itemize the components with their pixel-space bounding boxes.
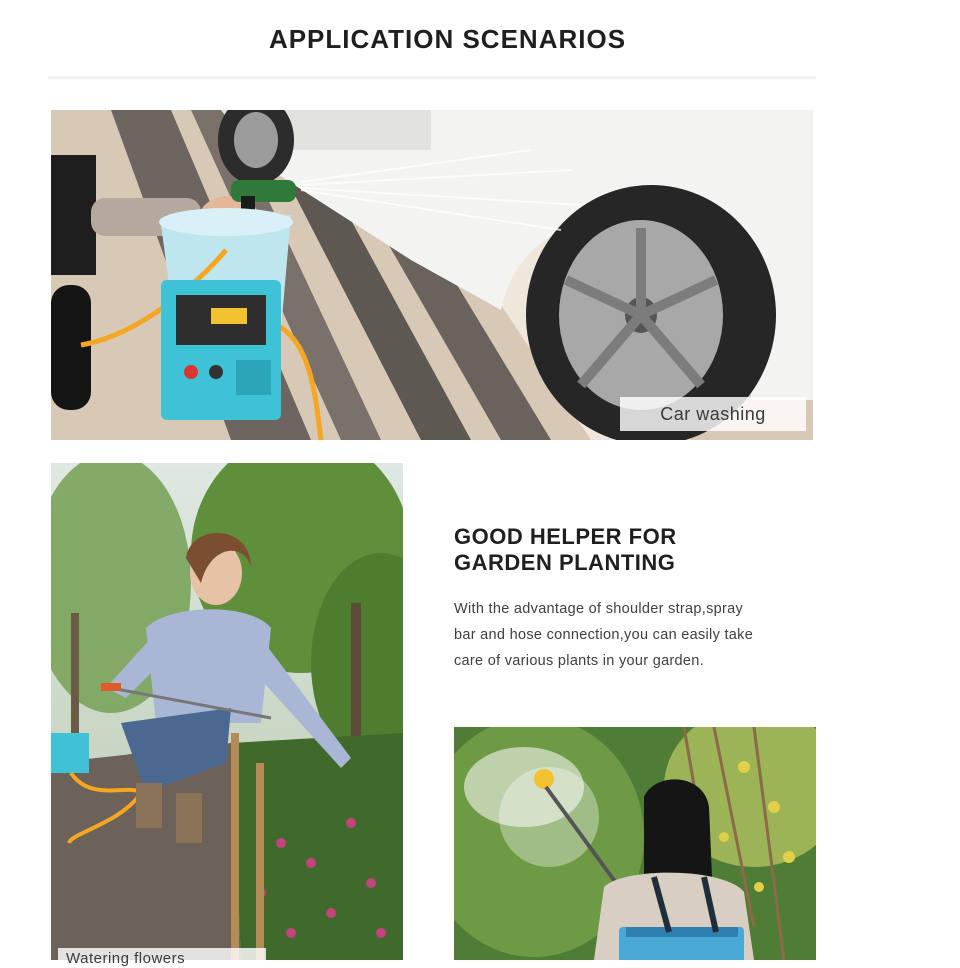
backpack-spraying-illustration [454,727,816,960]
garden-heading-line-2: GARDEN PLANTING [454,550,676,575]
garden-watering-illustration [51,463,403,960]
car-washing-caption: Car washing [620,397,806,431]
watering-flowers-caption: Watering flowers [58,948,266,968]
garden-heading-line-1: GOOD HELPER FOR [454,524,677,549]
garden-description-line-1: With the advantage of shoulder strap,spray [454,601,744,617]
watering-flowers-photo [51,463,403,960]
backpack-spraying-photo [454,727,816,960]
title-divider [48,76,816,79]
garden-description-line-3: care of various plants in your garden. [454,653,704,669]
car-washing-illustration [51,110,813,440]
garden-description-line-2: bar and hose connection,you can easily take [454,627,754,643]
car-washing-photo [51,110,813,440]
garden-heading [454,524,834,576]
section-title: APPLICATION SCENARIOS [268,24,627,54]
garden-description [454,596,814,674]
